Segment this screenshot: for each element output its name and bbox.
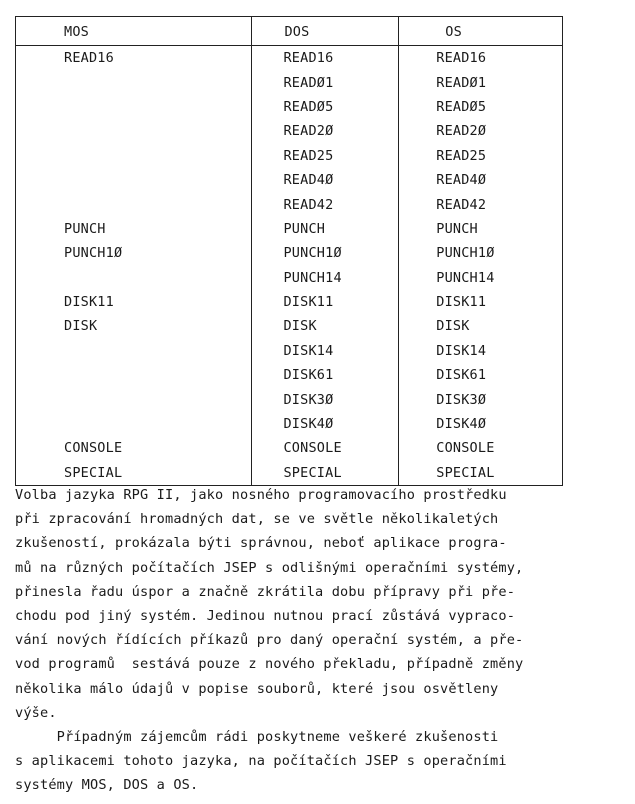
- cell-os: PUNCH: [399, 217, 563, 241]
- cell-dos: DISK14: [252, 339, 399, 363]
- cell-dos: READØ5: [252, 95, 399, 119]
- table-row: [16, 363, 563, 387]
- header-dos: DOS: [252, 17, 399, 46]
- cell-mos: [16, 144, 252, 168]
- body-paragraphs: [15, 483, 627, 797]
- text-line: systémy MOS, DOS a OS.: [15, 777, 199, 794]
- table-row: [16, 241, 563, 265]
- cell-mos: [16, 70, 252, 94]
- text-line: chodu pod jiný systém. Jedinou nutnou prací zůstává vypraco-: [15, 607, 516, 624]
- table-row: [16, 387, 563, 411]
- cell-mos: SPECIAL: [16, 461, 252, 486]
- cell-os: READØ5: [399, 95, 563, 119]
- cell-mos: [16, 119, 252, 143]
- cell-os: DISK4Ø: [399, 412, 563, 436]
- cell-os: DISK3Ø: [399, 387, 563, 411]
- table-row: [16, 436, 563, 460]
- cell-dos: DISK: [252, 314, 399, 338]
- table-row: [16, 144, 563, 168]
- table-row: [16, 192, 563, 216]
- cell-mos: [16, 168, 252, 192]
- cell-dos: READØ1: [252, 70, 399, 94]
- cell-dos: READ2Ø: [252, 119, 399, 143]
- cell-mos: PUNCH1Ø: [16, 241, 252, 265]
- text-line: s aplikacemi tohoto jazyka, na počítačích JSEP s operačními: [15, 753, 507, 770]
- table-row: [16, 412, 563, 436]
- text-line: několika málo údajů v popise souborů, které jsou osvětleny: [15, 680, 499, 697]
- table-row: [16, 266, 563, 290]
- header-mos: MOS: [16, 17, 252, 46]
- table-row: [16, 168, 563, 192]
- cell-mos: READ16: [16, 46, 252, 71]
- cell-mos: [16, 339, 252, 363]
- table-row: [16, 95, 563, 119]
- cell-dos: PUNCH14: [252, 266, 399, 290]
- cell-mos: [16, 95, 252, 119]
- cell-mos: [16, 192, 252, 216]
- cell-os: DISK: [399, 314, 563, 338]
- text-line: vání nových řídících příkazů pro daný operační systém, a pře-: [15, 632, 524, 649]
- cell-dos: READ25: [252, 144, 399, 168]
- cell-os: SPECIAL: [399, 461, 563, 486]
- cell-os: DISK61: [399, 363, 563, 387]
- table-header-row: [16, 17, 563, 46]
- cell-dos: PUNCH: [252, 217, 399, 241]
- cell-os: READØ1: [399, 70, 563, 94]
- cell-mos: [16, 412, 252, 436]
- cell-dos: DISK61: [252, 363, 399, 387]
- cell-os: PUNCH14: [399, 266, 563, 290]
- cell-dos: CONSOLE: [252, 436, 399, 460]
- cell-mos: [16, 266, 252, 290]
- cell-dos: READ42: [252, 192, 399, 216]
- text-line: přinesla řadu úspor a značně zkrátila dobu přípravy při pře-: [15, 583, 516, 600]
- cell-mos: DISK11: [16, 290, 252, 314]
- cell-mos: DISK: [16, 314, 252, 338]
- cell-os: READ16: [399, 46, 563, 71]
- table-row: [16, 119, 563, 143]
- cell-dos: DISK11: [252, 290, 399, 314]
- cell-os: READ42: [399, 192, 563, 216]
- table-row: [16, 46, 563, 71]
- text-line: Případným zájemcům rádi poskytneme veškeré zkušenosti: [15, 728, 499, 745]
- table-row: [16, 461, 563, 486]
- cell-mos: [16, 387, 252, 411]
- cell-os: CONSOLE: [399, 436, 563, 460]
- table-row: [16, 217, 563, 241]
- cell-mos: CONSOLE: [16, 436, 252, 460]
- cell-os: READ4Ø: [399, 168, 563, 192]
- cell-os: PUNCH1Ø: [399, 241, 563, 265]
- text-line: Volba jazyka RPG II, jako nosného programovacího prostředku: [15, 487, 507, 503]
- cell-os: READ25: [399, 144, 563, 168]
- cell-os: READ2Ø: [399, 119, 563, 143]
- table-row: [16, 339, 563, 363]
- device-comparison-table: [15, 16, 563, 486]
- table-row: [16, 314, 563, 338]
- cell-dos: DISK3Ø: [252, 387, 399, 411]
- text-line: vod programů sestává pouze z nového překladu, případně změny: [15, 656, 524, 673]
- cell-dos: SPECIAL: [252, 461, 399, 486]
- cell-dos: DISK4Ø: [252, 412, 399, 436]
- cell-os: DISK11: [399, 290, 563, 314]
- text-line: při zpracování hromadných dat, se ve světle několikaletých: [15, 511, 499, 528]
- cell-dos: READ16: [252, 46, 399, 71]
- cell-mos: PUNCH: [16, 217, 252, 241]
- header-os: OS: [399, 17, 563, 46]
- cell-os: DISK14: [399, 339, 563, 363]
- table-body: [16, 46, 563, 486]
- table-row: [16, 70, 563, 94]
- text-line: mů na různých počítačích JSEP s odlišnými operačními systémy,: [15, 559, 524, 576]
- table-row: [16, 290, 563, 314]
- cell-dos: PUNCH1Ø: [252, 241, 399, 265]
- cell-dos: READ4Ø: [252, 168, 399, 192]
- text-line: zkušeností, prokázala býti správnou, neboť aplikace progra-: [15, 535, 507, 552]
- text-line: výše.: [15, 704, 57, 721]
- cell-mos: [16, 363, 252, 387]
